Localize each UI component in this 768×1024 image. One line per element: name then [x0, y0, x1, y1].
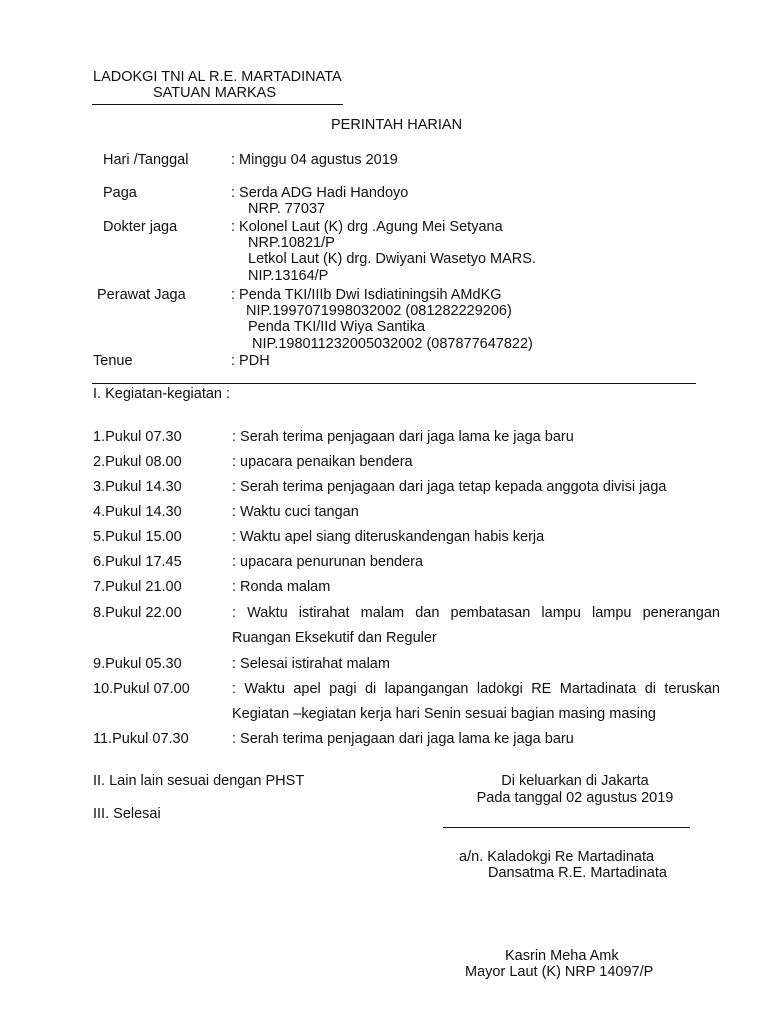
- schedule-desc: : Serah terima penjagaan dari jaga lama ke jaga baru: [232, 429, 574, 445]
- schedule-desc-continued: Kegiatan –kegiatan kerja hari Senin sesuai bagian masing masing: [232, 706, 656, 722]
- perawat-jaga-nip-2: NIP.198011232005032002 (087877647822): [252, 336, 533, 352]
- schedule-desc: : Serah terima penjagaan dari jaga lama ke jaga baru: [232, 731, 574, 747]
- schedule-desc: : upacara penurunan bendera: [232, 554, 424, 570]
- schedule-time: 11.Pukul 07.30: [93, 731, 189, 747]
- signature-divider: [443, 827, 690, 828]
- dokter-jaga-value-1: : Kolonel Laut (K) drg .Agung Mei Setyana: [231, 219, 503, 235]
- schedule-time: 10.Pukul 07.00: [93, 681, 190, 697]
- perawat-jaga-value-2: Penda TKI/IId Wiya Santika: [248, 319, 426, 335]
- dokter-jaga-nrp-1: NRP.10821/P: [248, 235, 335, 251]
- schedule-desc: : upacara penaikan bendera: [232, 454, 413, 470]
- schedule-time: 6.Pukul 17.45: [93, 554, 182, 570]
- paga-value: : Serda ADG Hadi Handoyo: [231, 185, 409, 201]
- schedule-time: 8.Pukul 22.00: [93, 605, 182, 621]
- schedule-desc: : Waktu apel siang diteruskandengan habis kerja: [232, 529, 545, 545]
- schedule-desc: : Selesai istirahat malam: [232, 656, 390, 672]
- schedule-time: 7.Pukul 21.00: [93, 579, 182, 595]
- paga-nrp: NRP. 77037: [248, 201, 326, 217]
- on-behalf-line: a/n. Kaladokgi Re Martadinata: [459, 849, 655, 865]
- issued-date: Pada tanggal 02 agustus 2019: [476, 790, 674, 806]
- signer-name: Kasrin Meha Amk: [505, 948, 619, 964]
- schedule-time: 1.Pukul 07.30: [93, 429, 182, 445]
- org-name: LADOKGI TNI AL R.E. MARTADINATA: [93, 69, 342, 85]
- kegiatan-heading: I. Kegiatan-kegiatan :: [93, 386, 231, 402]
- hari-tanggal-value: : Minggu 04 agustus 2019: [231, 152, 398, 168]
- schedule-time: 4.Pukul 14.30: [93, 504, 182, 520]
- tenue-value: : PDH: [231, 353, 270, 369]
- org-unit: SATUAN MARKAS: [153, 85, 277, 101]
- dokter-jaga-label: Dokter jaga: [103, 219, 178, 235]
- schedule-time: 9.Pukul 05.30: [93, 656, 182, 672]
- schedule-time: 5.Pukul 15.00: [93, 529, 182, 545]
- perawat-jaga-value-1: : Penda TKI/IIIb Dwi Isdiatiningsih AMdKG: [231, 287, 502, 303]
- dokter-jaga-value-2: Letkol Laut (K) drg. Dwiyani Wasetyo MARS.: [248, 251, 536, 267]
- perawat-jaga-label: Perawat Jaga: [97, 287, 186, 303]
- tenue-label: Tenue: [93, 353, 133, 369]
- perawat-jaga-nip-1: NIP.1997071998032002 (081282229206): [246, 303, 512, 319]
- schedule-desc: : Serah terima penjagaan dari jaga tetap kepada anggota divisi jaga: [232, 479, 667, 495]
- schedule-desc: : Waktu apel pagi di lapangangan ladokgi RE Martadinata di teruskan: [232, 681, 720, 697]
- hari-tanggal-label: Hari /Tanggal: [103, 152, 189, 168]
- selesai-note: III. Selesai: [93, 806, 161, 822]
- schedule-time: 2.Pukul 08.00: [93, 454, 182, 470]
- document-title: PERINTAH HARIAN: [331, 117, 463, 133]
- header-underline: [92, 104, 343, 105]
- dokter-jaga-nip-2: NIP.13164/P: [248, 268, 329, 284]
- lain-lain-note: II. Lain lain sesuai dengan PHST: [93, 773, 305, 789]
- issued-place: Di keluarkan di Jakarta: [501, 773, 649, 789]
- schedule-time: 3.Pukul 14.30: [93, 479, 182, 495]
- schedule-desc-continued: Ruangan Eksekutif dan Reguler: [232, 630, 437, 646]
- signer-rank: Mayor Laut (K) NRP 14097/P: [465, 964, 654, 980]
- paga-label: Paga: [103, 185, 137, 201]
- schedule-desc: : Waktu cuci tangan: [232, 504, 359, 520]
- dansatma-title: Dansatma R.E. Martadinata: [488, 865, 667, 881]
- schedule-desc: : Ronda malam: [232, 579, 331, 595]
- schedule-desc: : Waktu istirahat malam dan pembatasan lampu lampu penerangan: [232, 605, 720, 621]
- section-divider: [92, 383, 696, 384]
